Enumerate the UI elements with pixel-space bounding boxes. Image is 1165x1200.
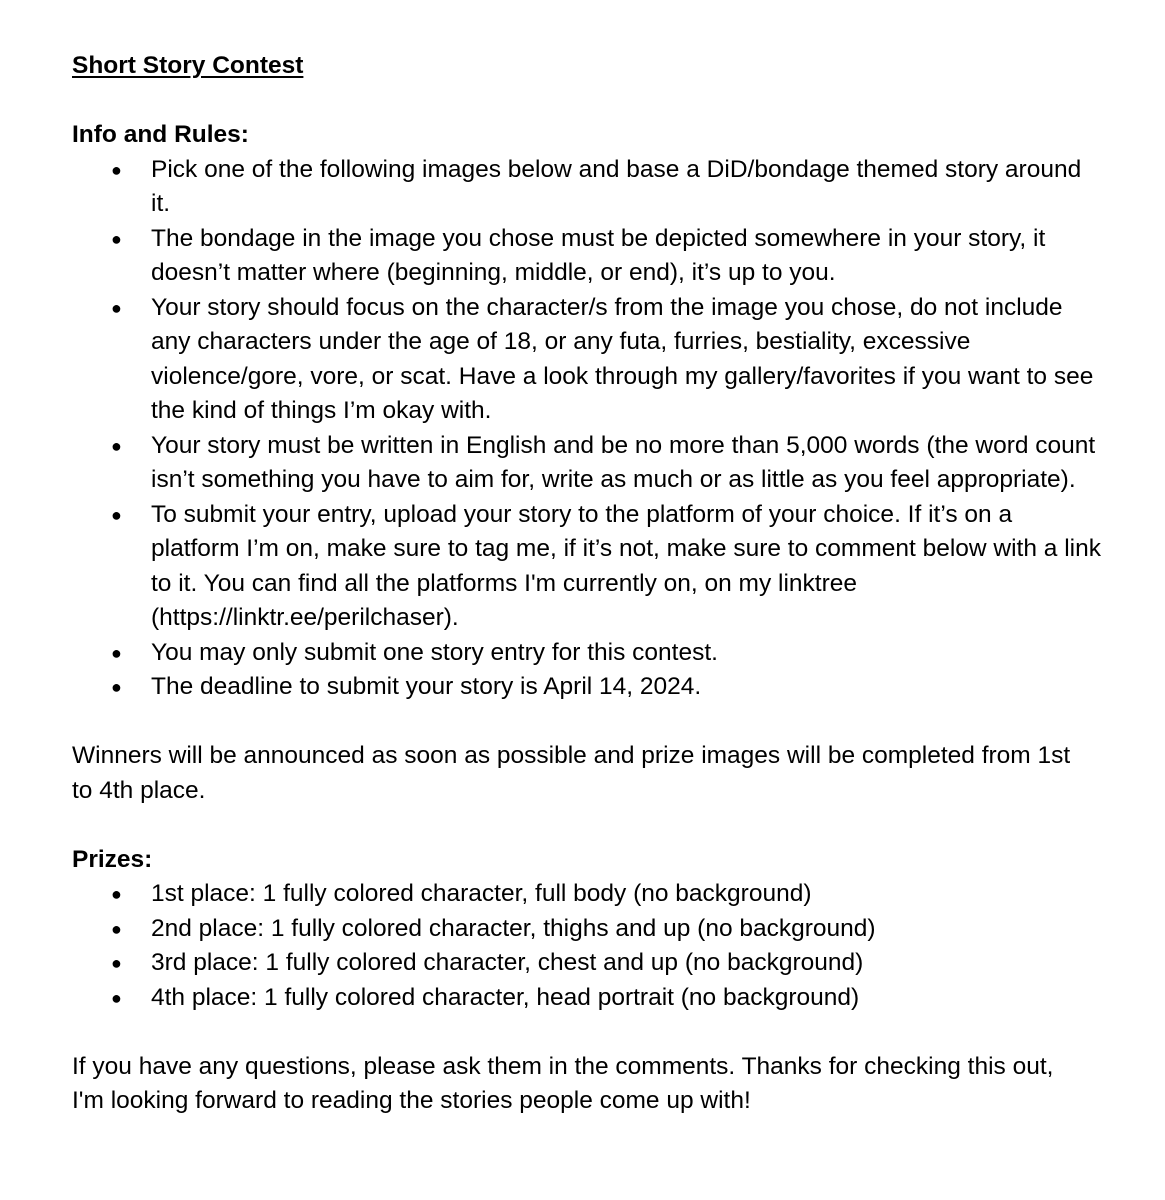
rule-item: ● You may only submit one story entry for this contest.	[151, 636, 1105, 671]
spacer	[72, 1015, 1105, 1050]
spacer	[72, 84, 1105, 119]
prizes-list	[72, 877, 1105, 1015]
rule-item: ● Your story must be written in English and be no more than 5,000 words (the word count isn’t something you have to aim for, write as much or as little as you feel appropriate).	[151, 429, 1105, 498]
spacer	[72, 808, 1105, 843]
prize-item: ● 1st place: 1 fully colored character, full body (no background)	[151, 877, 1105, 912]
rules-list	[72, 153, 1105, 705]
document-title: Short Story Contest	[72, 52, 304, 79]
prizes-heading: Prizes:	[72, 845, 153, 873]
prize-item: ● 3rd place: 1 fully colored character, chest and up (no background)	[151, 946, 1105, 981]
winners-paragraph: Winners will be announced as soon as possible and prize images will be completed from 1st to 4th place.	[72, 742, 1071, 804]
rule-item: ● The bondage in the image you chose must be depicted somewhere in your story, it doesn’t matter where (beginning, middle, or end), it’s up to you.	[151, 222, 1105, 291]
rule-item: ● The deadline to submit your story is April 14, 2024.	[151, 670, 1105, 705]
prize-item: ● 2nd place: 1 fully colored character, thighs and up (no background)	[151, 912, 1105, 947]
rule-item: ● Your story should focus on the character/s from the image you chose, do not include any characters under the age of 18, or any futa, furries, bestiality, excessive violence/gore, vore, or scat. Have a look through my gallery/favorites if you want to see the kind of things I’m okay with.	[151, 291, 1105, 429]
spacer	[72, 705, 1105, 740]
closing-paragraph: If you have any questions, please ask them in the comments. Thanks for checking this out, I'm looking forward to reading the stories people come up with!	[72, 1052, 1054, 1114]
prize-item: ● 4th place: 1 fully colored character, head portrait (no background)	[151, 981, 1105, 1016]
rules-heading: Info and Rules:	[72, 121, 249, 148]
rule-item: ● To submit your entry, upload your story to the platform of your choice. If it’s on a platform I’m on, make sure to tag me, if it’s not, make sure to comment below with a link to it. You can find all the platforms I'm currently on, on my linktree (https://linktr.ee/perilchaser).	[151, 498, 1105, 636]
rule-item: ● Pick one of the following images below and base a DiD/bondage themed story around it.	[151, 153, 1105, 222]
